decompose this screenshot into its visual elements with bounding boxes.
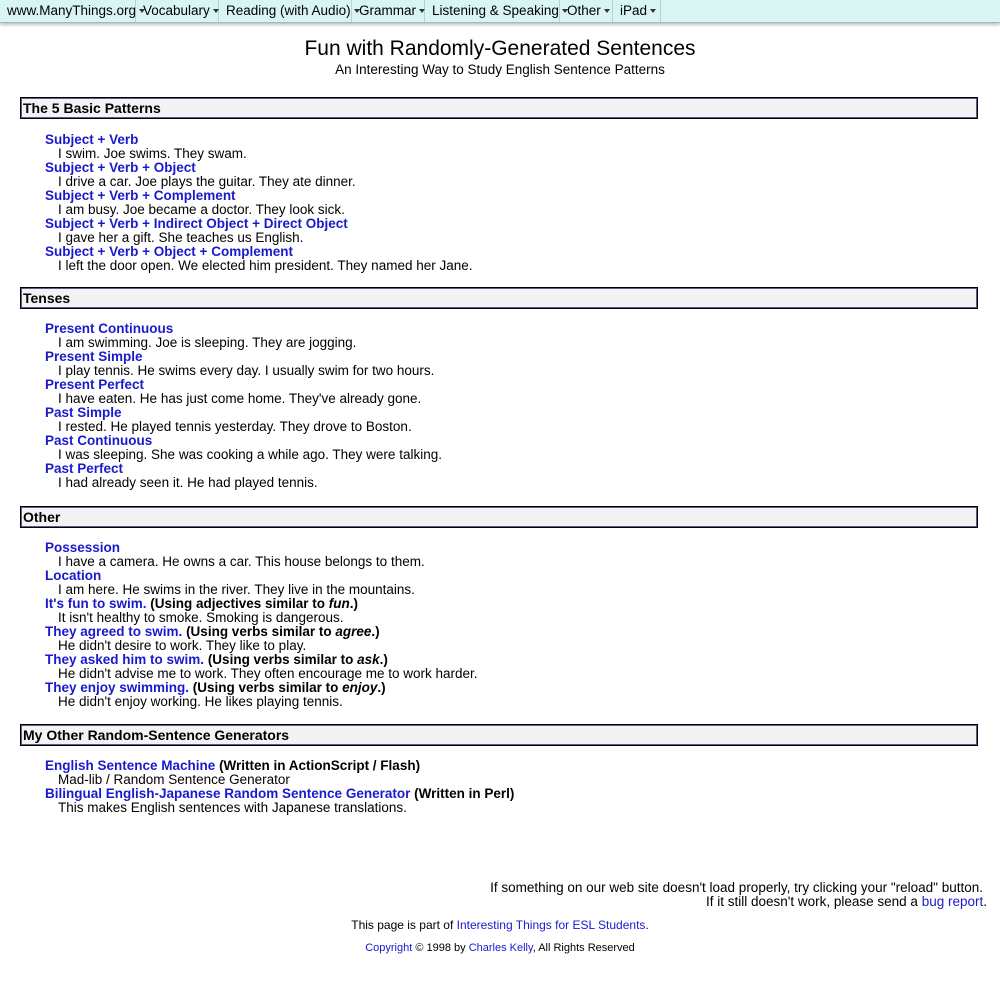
link-past-continuous[interactable]: Past Continuous (45, 433, 153, 448)
list-item-asked-to-swim (45, 652, 388, 667)
example-text: I am here. He swims in the river. They live in the mountains. (58, 582, 415, 597)
link-past-perfect[interactable]: Past Perfect (45, 461, 124, 476)
list-item-bilingual-generator (45, 786, 514, 801)
link-subject-verb-object-complement[interactable]: Subject + Verb + Object + Complement (45, 244, 293, 259)
example-text: I had already seen it. He had played tennis. (58, 475, 318, 490)
usage-note (186, 624, 380, 639)
example-text: I rested. He played tennis yesterday. They drove to Boston. (58, 419, 412, 434)
example-text: I am busy. Joe became a doctor. They look sick. (58, 202, 345, 217)
bug-report-link[interactable]: bug report (921, 894, 984, 909)
example-text: This makes English sentences with Japanese translations. (58, 800, 407, 815)
section-heading-label: Tenses (23, 290, 71, 306)
note-prefix: (Using verbs similar to (186, 624, 336, 639)
section-heading-other (20, 506, 978, 528)
example-text: I play tennis. He swims every day. I usually swim for two hours. (58, 363, 435, 378)
example-text: I left the door open. We elected him president. They named her Jane. (58, 258, 473, 273)
example-text: I have a camera. He owns a car. This house belongs to them. (58, 554, 425, 569)
usage-note (208, 652, 388, 667)
copyright-year: © 1998 by (412, 942, 469, 954)
link-present-perfect[interactable]: Present Perfect (45, 377, 145, 392)
usage-note (150, 596, 358, 611)
link-subject-verb-object[interactable]: Subject + Verb + Object (45, 160, 196, 175)
page-subtitle: An Interesting Way to Study English Sentence Patterns (335, 62, 665, 77)
usage-note: (Written in Perl) (414, 786, 515, 801)
part-of-prefix: This page is part of (351, 918, 457, 932)
link-location[interactable]: Location (45, 568, 102, 583)
section-heading-label: The 5 Basic Patterns (23, 100, 161, 116)
example-text: I am swimming. Joe is sleeping. They are jogging. (58, 335, 357, 350)
note-emphasis: fun (328, 596, 350, 611)
example-text: Mad-lib / Random Sentence Generator (58, 772, 290, 787)
footer-bug-notice (706, 894, 987, 909)
note-suffix: .) (379, 652, 388, 667)
note-suffix: .) (377, 680, 386, 695)
example-text: I have eaten. He has just come home. They've already gone. (58, 391, 422, 406)
example-text: He didn't advise me to work. They often encourage me to work harder. (58, 666, 478, 681)
note-suffix: .) (371, 624, 380, 639)
link-they-agreed-to-swim[interactable]: They agreed to swim. (45, 624, 183, 639)
copyright-link[interactable]: Copyright (365, 942, 413, 954)
note-prefix: (Using adjectives similar to (150, 596, 329, 611)
link-bilingual-generator[interactable]: Bilingual English-Japanese Random Sentence Generator (45, 786, 411, 801)
link-subject-verb[interactable]: Subject + Verb (45, 132, 139, 147)
rights-text: , All Rights Reserved (532, 942, 635, 954)
footer-part-of (0, 918, 1000, 932)
nav-listening-label: Listening & Speaking (432, 3, 559, 18)
example-text: I swim. Joe swims. They swam. (58, 146, 247, 161)
nav-reading-label: Reading (with Audio) (226, 3, 351, 18)
nav-site-label: www.ManyThings.org (7, 3, 137, 18)
note-emphasis: ask (357, 652, 380, 667)
link-its-fun-to-swim[interactable]: It's fun to swim. (45, 596, 147, 611)
chevron-down-icon (604, 9, 610, 13)
list-item-enjoy-swimming (45, 680, 386, 695)
list-item-agreed-to-swim (45, 624, 380, 639)
footer-reload-notice: If something on our web site doesn't load properly, try clicking your "reload" button. (490, 880, 983, 895)
note-suffix: .) (349, 596, 359, 611)
section-heading-label: My Other Random-Sentence Generators (23, 727, 290, 743)
chevron-down-icon (650, 9, 656, 13)
example-text: I was sleeping. She was cooking a while ago. They were talking. (58, 447, 442, 462)
bug-notice-prefix: If it still doesn't work, please send a (706, 894, 922, 909)
example-text: I gave her a gift. She teaches us English. (58, 230, 304, 245)
link-subject-verb-indirect-direct-object[interactable]: Subject + Verb + Indirect Object + Direct Object (45, 216, 348, 231)
nav-grammar-menu[interactable] (352, 0, 425, 22)
bug-notice-suffix: . (983, 894, 987, 909)
link-english-sentence-machine[interactable]: English Sentence Machine (45, 758, 216, 773)
example-text: I drive a car. Joe plays the guitar. They ate dinner. (58, 174, 356, 189)
esl-students-link[interactable]: Interesting Things for ESL Students (456, 918, 646, 932)
part-of-suffix: . (645, 918, 649, 932)
nav-ipad-menu[interactable] (613, 0, 661, 22)
page-title: Fun with Randomly-Generated Sentences (304, 37, 696, 60)
section-heading-basic-patterns (20, 97, 978, 119)
usage-note: (Written in ActionScript / Flash) (219, 758, 421, 773)
nav-other-menu[interactable] (560, 0, 613, 22)
nav-site-menu[interactable] (0, 0, 136, 22)
author-link[interactable]: Charles Kelly (468, 942, 533, 954)
note-prefix: (Using verbs similar to (192, 680, 343, 695)
nav-listening-menu[interactable] (425, 0, 560, 22)
example-text: He didn't enjoy working. He likes playing tennis. (58, 694, 343, 709)
list-item-fun-to-swim (45, 596, 358, 611)
example-text: It isn't healthy to smoke. Smoking is dangerous. (58, 610, 344, 625)
link-present-simple[interactable]: Present Simple (45, 349, 143, 364)
note-emphasis: enjoy (342, 680, 378, 695)
nav-vocabulary-menu[interactable] (136, 0, 219, 22)
link-past-simple[interactable]: Past Simple (45, 405, 122, 420)
nav-reading-menu[interactable] (219, 0, 352, 22)
section-heading-generators (20, 724, 978, 746)
list-item-sentence-machine (45, 758, 420, 773)
link-possession[interactable]: Possession (45, 540, 121, 555)
nav-other-label: Other (567, 3, 601, 18)
note-emphasis: agree (335, 624, 372, 639)
link-subject-verb-complement[interactable]: Subject + Verb + Complement (45, 188, 236, 203)
usage-note (193, 680, 386, 695)
footer-copyright (0, 942, 1000, 954)
nav-grammar-label: Grammar (359, 3, 416, 18)
top-navigation-bar (0, 0, 1000, 23)
link-they-enjoy-swimming[interactable]: They enjoy swimming. (45, 680, 190, 695)
example-text: He didn't desire to work. They like to play. (58, 638, 307, 653)
section-heading-label: Other (23, 509, 61, 525)
link-present-continuous[interactable]: Present Continuous (45, 321, 174, 336)
nav-ipad-label: iPad (620, 3, 648, 18)
note-prefix: (Using verbs similar to (207, 652, 358, 667)
link-they-asked-him-to-swim[interactable]: They asked him to swim. (45, 652, 205, 667)
chevron-down-icon (213, 9, 219, 13)
nav-vocabulary-label: Vocabulary (143, 3, 210, 18)
section-heading-tenses (20, 287, 978, 309)
